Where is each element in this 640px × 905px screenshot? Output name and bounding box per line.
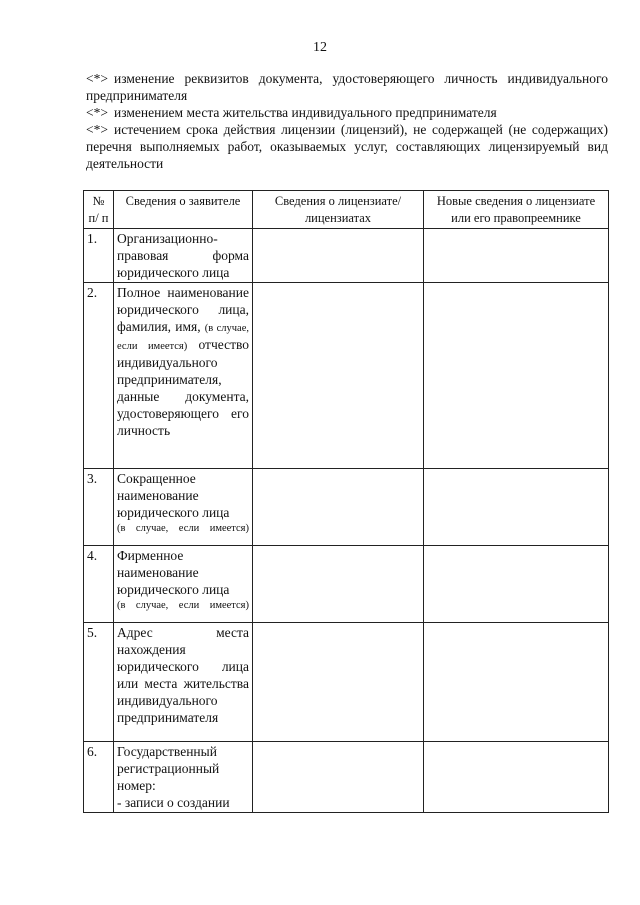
row-label (114, 742, 253, 813)
new-info-cell[interactable] (424, 623, 609, 742)
table-row (84, 546, 609, 623)
row-number: 6. (84, 742, 114, 813)
table-row (84, 469, 609, 546)
note-mark: <*> (86, 105, 108, 120)
new-info-cell[interactable] (424, 742, 609, 813)
licensee-cell[interactable] (253, 546, 424, 623)
note-text: изменение реквизитов документа, удостоверяющего личность индивидуального предпринимателя (86, 71, 608, 103)
licensee-cell[interactable] (253, 469, 424, 546)
note-mark: <*> (86, 71, 108, 86)
row-label-text: Адрес места нахождения юридического лица или места жительства индивидуального предпринимателя (117, 625, 249, 725)
row-label-text: Фирменное наименование юридического лица (117, 548, 230, 597)
table-row (84, 283, 609, 469)
note-mark: <*> (86, 122, 108, 137)
license-info-table (83, 190, 609, 813)
row-label-text-cont: отчество индивидуального предпринимателя, данные документа, удостоверяющего его личность (117, 337, 249, 438)
note-item (86, 121, 608, 172)
licensee-cell[interactable] (253, 229, 424, 283)
row-label (114, 283, 253, 469)
note-item (86, 104, 608, 121)
row-label-note: (в случае, если имеется) (117, 323, 249, 352)
table-header-row (84, 191, 609, 229)
new-info-cell[interactable] (424, 546, 609, 623)
row-number: 4. (84, 546, 114, 623)
row-label (114, 229, 253, 283)
licensee-cell[interactable] (253, 742, 424, 813)
new-info-cell[interactable] (424, 469, 609, 546)
page-number: 12 (313, 40, 327, 55)
row-label-text: Полное наименование юридического лица, фамилия, имя, (117, 285, 249, 334)
header-num: № п/ п (84, 191, 114, 229)
note-item (86, 70, 608, 104)
header-licensee: Сведения о лицензиате/лицензиатах (253, 191, 424, 229)
row-label-text: Сокращенное наименование юридического лица (117, 471, 230, 520)
row-number: 2. (84, 283, 114, 469)
row-label-note: (в случае, если имеется) (117, 600, 249, 611)
note-text: изменением места жительства индивидуального предпринимателя (113, 105, 497, 120)
row-label-note: (в случае, если имеется) (117, 523, 249, 534)
row-number: 3. (84, 469, 114, 546)
row-label (114, 623, 253, 742)
notes-block (86, 70, 608, 172)
table-row (84, 229, 609, 283)
row-label (114, 469, 253, 546)
row-number: 1. (84, 229, 114, 283)
table-row (84, 742, 609, 813)
header-applicant: Сведения о заявителе (114, 191, 253, 229)
row-label-text: Государственный регистрационный номер: (117, 744, 220, 793)
new-info-cell[interactable] (424, 229, 609, 283)
table-row (84, 623, 609, 742)
licensee-cell[interactable] (253, 283, 424, 469)
row-label-text: Организационно-правовая форма юридического лица (117, 231, 249, 280)
note-text: истечением срока действия лицензии (лицензий), не содержащей (не содержащих) перечня выполняемых работ, оказываемых услуг, составляющих лицензируемый вид деятельности (86, 122, 608, 171)
row-label (114, 546, 253, 623)
header-new-info: Новые сведения о лицензиате или его правопреемнике (424, 191, 609, 229)
row-number: 5. (84, 623, 114, 742)
new-info-cell[interactable] (424, 283, 609, 469)
row-label-text-cont: - записи о создании (117, 795, 230, 810)
licensee-cell[interactable] (253, 623, 424, 742)
